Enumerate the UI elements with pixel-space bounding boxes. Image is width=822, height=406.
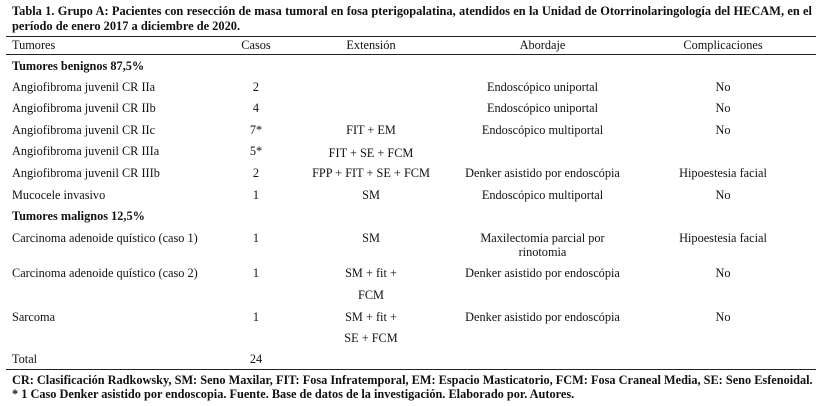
cell-abordaje: Maxilectomia parcial por	[480, 231, 605, 245]
cell-abordaje-line2: rinotomia	[518, 245, 567, 259]
cell-extension: FPP + FIT + SE + FCM	[312, 166, 430, 180]
footnote-source: * 1 Caso Denker asistido por endoscopia. Fuente. Base de datos de la investigación. Elaborado por. Autores.	[12, 387, 575, 401]
cell-abordaje: Denker asistido por endoscópia	[465, 310, 620, 324]
cell-abordaje: Endoscópico uniportal	[487, 80, 598, 94]
header-tumores: Tumores	[12, 38, 56, 52]
group-heading-malignos: Tumores malignos 12,5%	[12, 209, 145, 223]
cell-casos: 1	[252, 266, 260, 280]
cell-tumor: Sarcoma	[12, 310, 56, 324]
cell-complicaciones: No	[715, 310, 731, 324]
cell-tumor: Mucocele invasivo	[12, 188, 106, 202]
cell-abordaje: Denker asistido por endoscópia	[465, 166, 620, 180]
top-rule	[6, 36, 816, 37]
total-value: 24	[249, 352, 263, 366]
cell-extension: FIT + EM	[346, 123, 396, 137]
header-extension: Extensión	[346, 38, 396, 52]
table-caption: Tabla 1. Grupo A: Pacientes con resección de masa tumoral en fosa pterigopalatina, atendidos en la Unidad de Otorrinolaringología del HECAM, en el período de enero 2017 a diciembre de 2020.	[12, 4, 812, 33]
cell-extension: SM	[362, 231, 380, 245]
cell-tumor: Carcinoma adenoide quístico (caso 2)	[12, 266, 198, 280]
cell-extension: SM + fit +	[345, 266, 397, 280]
cell-abordaje: Endoscópico multiportal	[481, 123, 604, 137]
cell-casos: 1	[252, 188, 260, 202]
cell-complicaciones: Hipoestesia facial	[679, 231, 767, 245]
cell-casos: 2	[252, 166, 260, 180]
cell-casos: 1	[252, 310, 260, 324]
cell-extension-line2: SE + FCM	[344, 331, 398, 345]
cell-extension: SM	[362, 188, 380, 202]
cell-complicaciones: Hipoestesia facial	[679, 166, 767, 180]
cell-tumor: Angiofibroma juvenil CR IIa	[12, 80, 156, 94]
cell-casos: 1	[252, 231, 260, 245]
cell-casos: 2	[252, 80, 260, 94]
cell-complicaciones: No	[715, 123, 731, 137]
bottom-rule	[6, 369, 816, 370]
cell-extension: FIT + SE + FCM	[328, 146, 414, 160]
header-complicaciones: Complicaciones	[683, 38, 763, 52]
total-label: Total	[12, 352, 38, 366]
cell-complicaciones: No	[715, 188, 731, 202]
header-casos: Casos	[241, 38, 271, 52]
cell-extension: SM + fit +	[345, 310, 397, 324]
header-rule	[6, 54, 816, 55]
cell-casos: 4	[252, 101, 260, 115]
cell-complicaciones: No	[715, 266, 731, 280]
cell-casos: 7*	[249, 123, 263, 137]
cell-complicaciones: No	[715, 80, 731, 94]
cell-tumor: Carcinoma adenoide quístico (caso 1)	[12, 231, 198, 245]
cell-abordaje: Endoscópico uniportal	[487, 101, 598, 115]
cell-complicaciones: No	[715, 101, 731, 115]
cell-abordaje: Denker asistido por endoscópia	[465, 266, 620, 280]
cell-casos: 5*	[249, 144, 263, 158]
cell-extension-line2: FCM	[358, 288, 384, 302]
header-abordaje: Abordaje	[519, 38, 566, 52]
cell-tumor: Angiofibroma juvenil CR IIIa	[12, 144, 160, 158]
cell-tumor: Angiofibroma juvenil CR IIc	[12, 123, 156, 137]
group-heading-benignos: Tumores benignos 87,5%	[12, 59, 145, 73]
footnote-abbreviations: CR: Clasificación Radkowsky, SM: Seno Maxilar, FIT: Fosa Infratemporal, EM: Espacio Masticatorio, FCM: Fosa Craneal Media, SE: Seno Esfenoidal.	[12, 373, 813, 387]
cell-tumor: Angiofibroma juvenil CR IIb	[12, 101, 156, 115]
cell-abordaje: Endoscópico multiportal	[481, 188, 604, 202]
cell-tumor: Angiofibroma juvenil CR IIIb	[12, 166, 160, 180]
